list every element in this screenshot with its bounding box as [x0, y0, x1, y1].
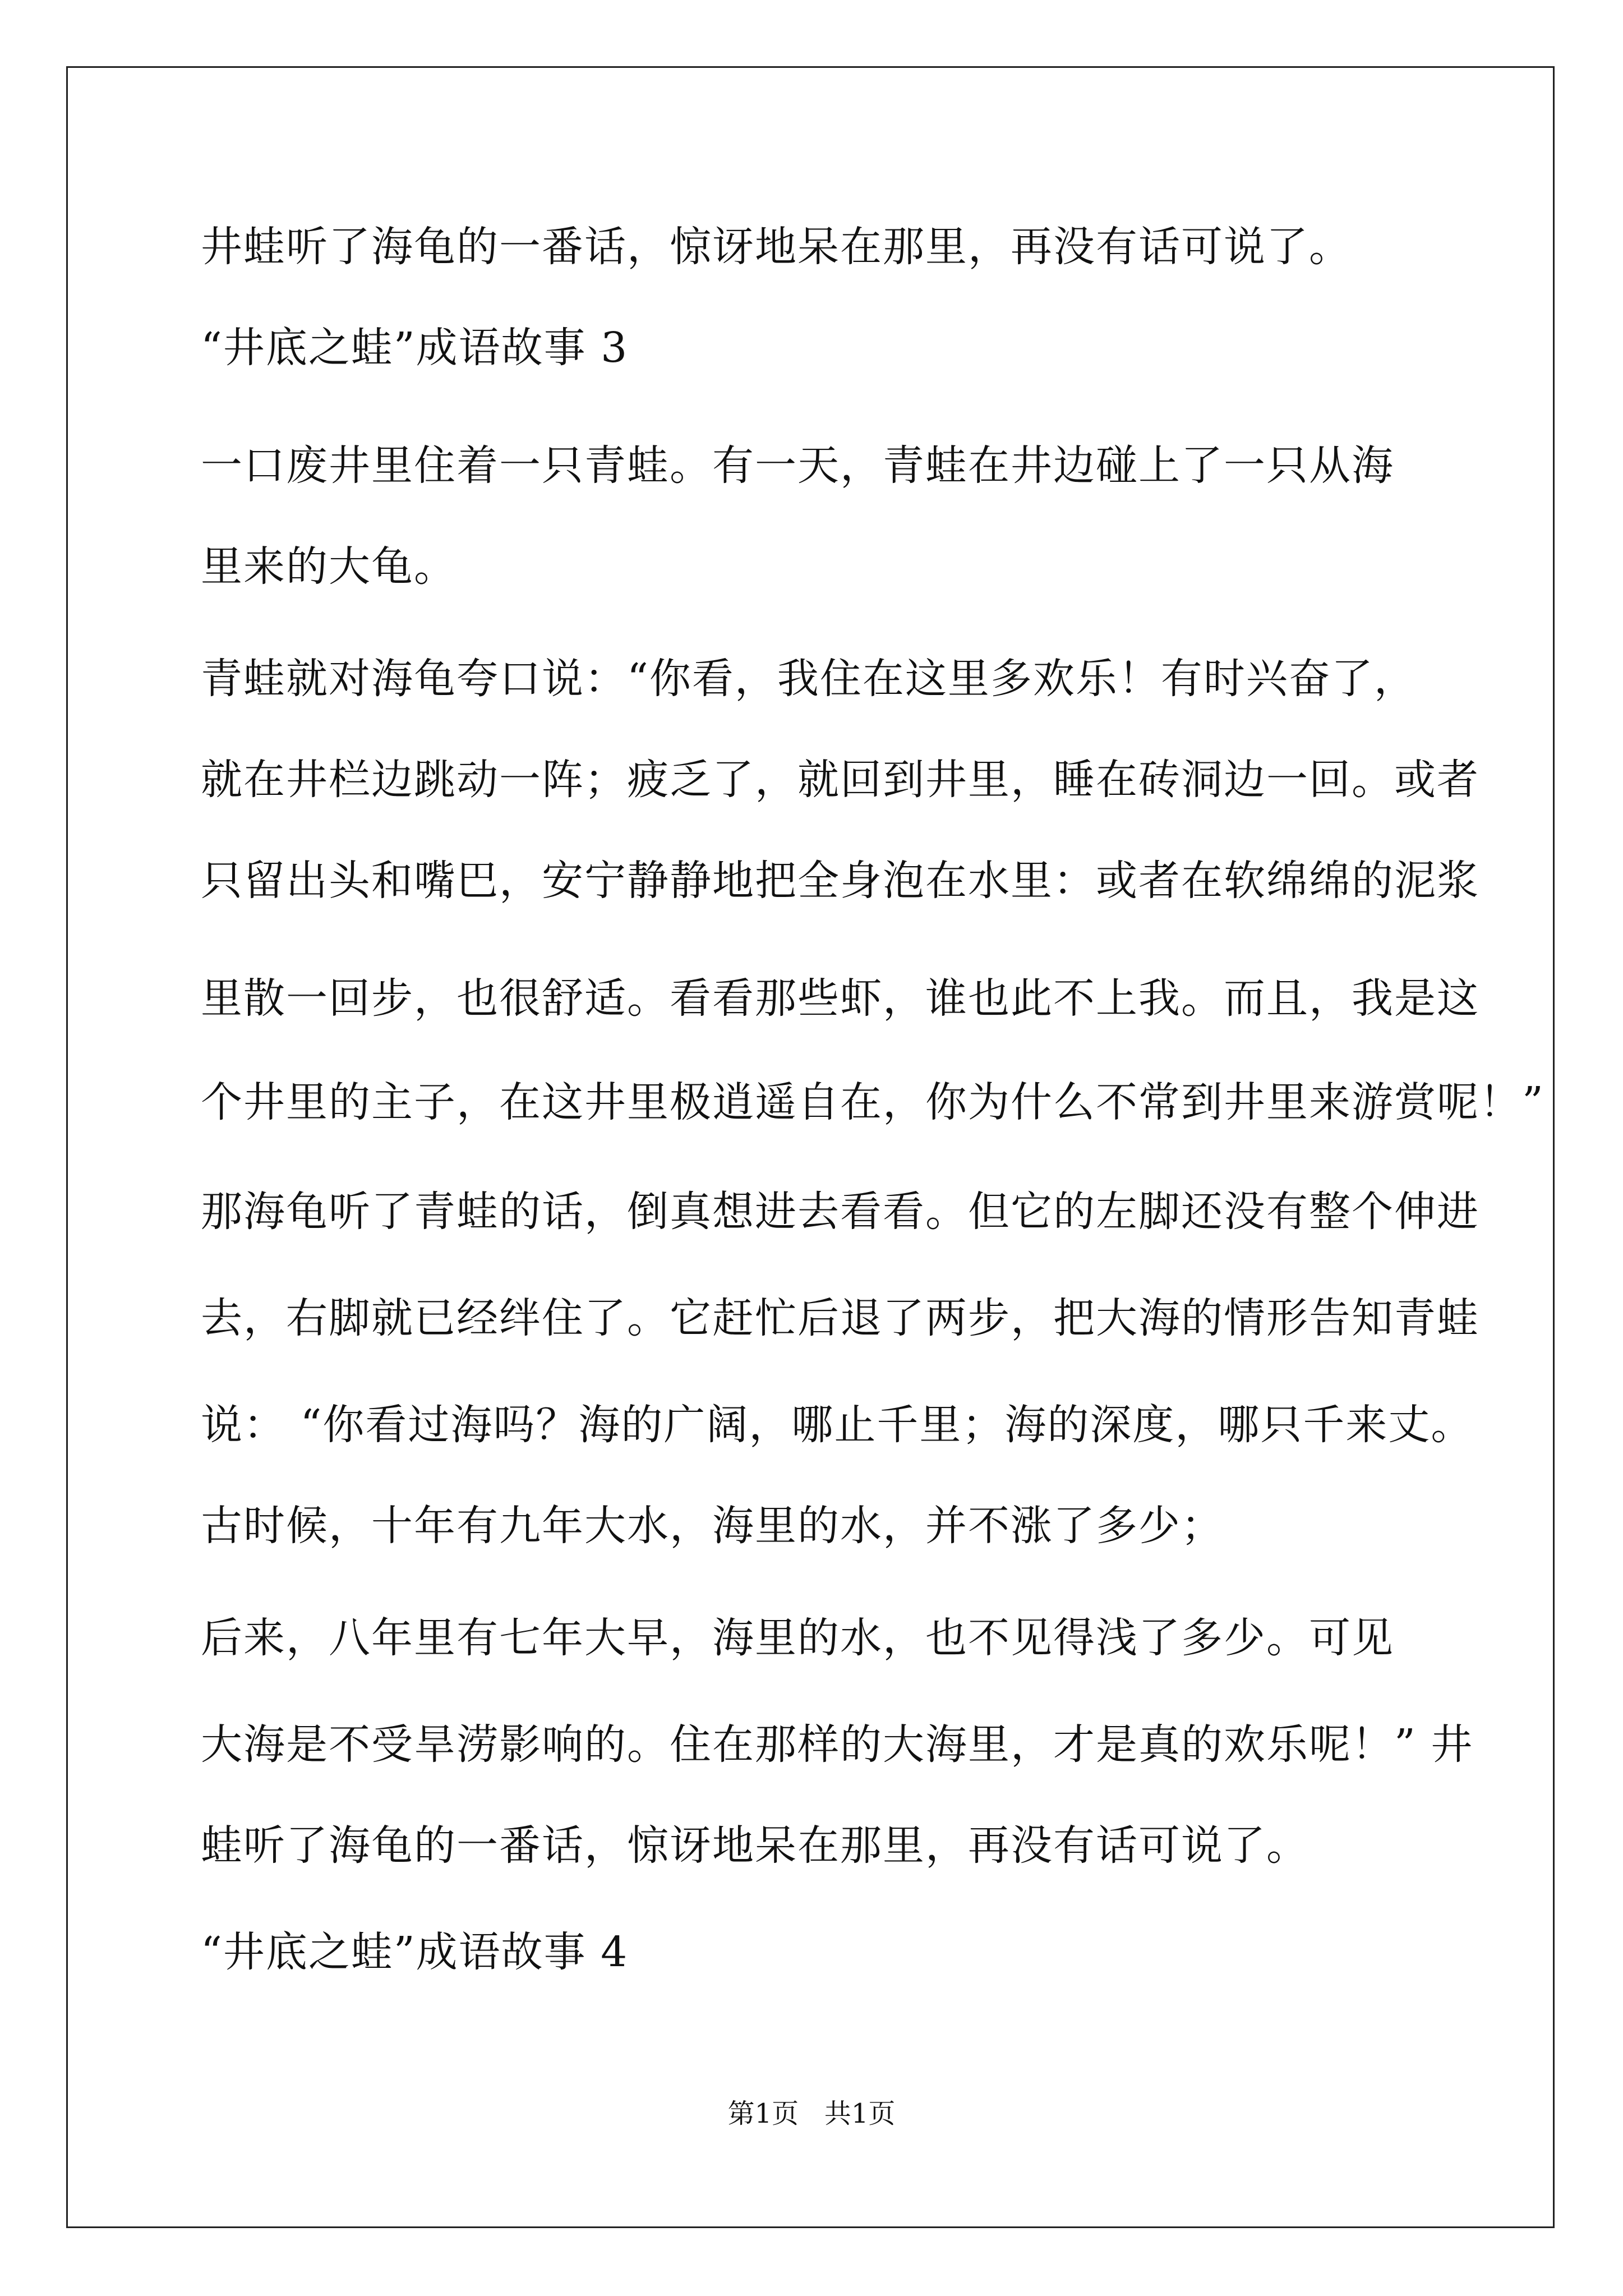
text-line: 去，右脚就已经绊住了。它赶忙后退了两步，把大海的情形告知青蛙	[201, 1294, 1479, 1342]
text-line: 只留出头和嘴巴，安宁静静地把全身泡在水里：或者在软绵绵的泥浆	[201, 857, 1479, 905]
text-line: 大海是不受旱涝影响的。住在那样的大海里，才是真的欢乐呢！” 井	[201, 1720, 1474, 1769]
section-heading: “井底之蛙”成语故事 3	[201, 324, 629, 372]
text-line: 后来，八年里有七年大早，海里的水，也不见得浅了多少。可见	[201, 1614, 1394, 1662]
section-heading: “井底之蛙”成语故事 4	[201, 1928, 629, 1976]
text-line: 就在井栏边跳动一阵；疲乏了，就回到井里，睡在砖洞边一回。或者	[201, 756, 1479, 804]
text-line: 个井里的主子，在这井里极逍遥自在，你为什么不常到井里来游赏呢！”	[201, 1078, 1544, 1126]
page-frame	[66, 66, 1555, 2228]
text-line: 那海龟听了青蛙的话，倒真想进去看看。但它的左脚还没有整个伸进	[201, 1188, 1479, 1236]
text-line: 说： “你看过海吗？海的广阔，哪止千里；海的深度，哪只千来丈。	[201, 1401, 1474, 1449]
text-line: 一口废井里住着一只青蛙。有一天，青蛙在井边碰上了一只从海	[201, 441, 1394, 490]
text-line: 井蛙听了海龟的一番话，惊讶地呆在那里，再没有话可说了。	[201, 223, 1352, 271]
page-number-footer: 第1页 共1页	[727, 2098, 896, 2129]
text-line: 青蛙就对海龟夸口说：“你看，我住在这里多欢乐！有时兴奋了，	[201, 655, 1417, 703]
text-line: 里来的大龟。	[201, 542, 457, 591]
text-line: 蛙听了海龟的一番话，惊讶地呆在那里，再没有话可说了。	[201, 1821, 1309, 1870]
text-line: 古时候，十年有九年大水，海里的水，并不涨了多少；	[201, 1502, 1224, 1550]
text-line: 里散一回步，也很舒适。看看那些虾，谁也此不上我。而且，我是这	[201, 974, 1479, 1023]
